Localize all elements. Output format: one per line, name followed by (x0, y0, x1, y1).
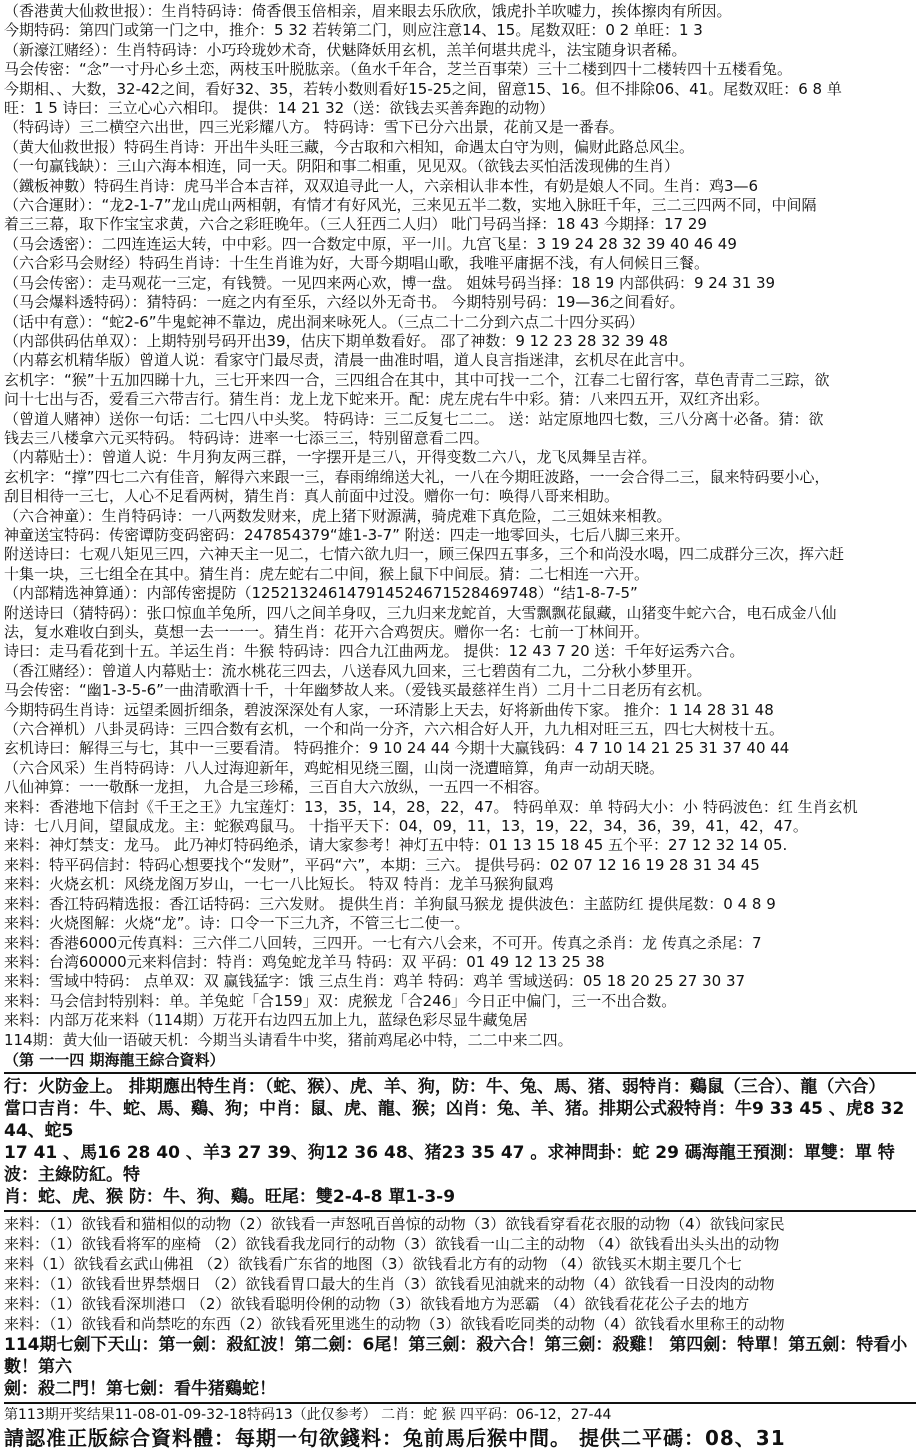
text-line: 来料：台湾60000元来料信封：特肖：鸡兔蛇龙羊马 特码：双 平码：01 49 12 13 25 38 (4, 952, 605, 971)
sword-line: 劍：殺二門！第七劍：看牛猪鷄蛇！ (4, 1378, 276, 1399)
text-line: 法，复水难收白到头，莫想一去一一一。猜生肖：花开六合鸡贺庆。赠你一名：七前一丁林间开。 (4, 623, 650, 641)
text-line: 来料：内部万花来料（114期）万花开右边四五加上九，蓝绿色彩尽显牛藏兔居 (4, 1011, 528, 1030)
text-line: （黄大仙救世报）特码生肖诗：开出牛头旺三藏，今古取和六相知，命遇太白守为则，偏财此路总风尘。 (4, 137, 695, 156)
text-line: （六合運財）：“龙2-1-7”龙山虎山两相朝，有情才有好风光，三来见五半二数，实地入脉旺千年，三二三四两不同，中间隔 (4, 196, 817, 215)
text-line: 今期相、、大数，32-42之间，看好32、35，若转小数则看好15-25之间，留意15、16。但不排除06、41。尾数双旺：6 8 单 (4, 79, 842, 98)
text-line: 诗曰：走马看花到十五。羊运生肖：牛猴 特码诗：四合九江曲两龙。 提供：12 43 7 20 送：千年好运秀六合。 (4, 642, 745, 661)
text-line: 玄机字：“撑”四七二六有佳音，解得六来跟一三，春雨绵绵送大礼，一八在今期旺波路，一一会合得二三，鼠来特码要小心， (4, 467, 830, 486)
text-line: （话中有意）：“蛇2-6”牛鬼蛇神不靠边，虎出洞来咏死人。（三点二十二分到六点二十四分买码） (4, 312, 645, 331)
divider-line (4, 1402, 916, 1404)
text-line: 来料：香江特码精选报：香江话特码：三六发财。 提供生肖：羊狗鼠马猴龙 提供波色：主蓝防红 提供尾数：0 4 8 9 (4, 894, 776, 913)
summary-line: 行：火防金上。 排期應出特生肖：（蛇、猴）、虎、羊、狗，防：牛、兔、馬、猪、弱特肖：鷄鼠（三合）、龍（六合） (4, 1076, 886, 1097)
text-line: 着三三幕，取下作宝宝求黄，六合之彩旺晚年。（三人狂西二人归） 吡门号码当择：18 43 今期择：17 29 (4, 215, 707, 234)
text-line: （香江赌经）：曾道人内幕贴士：流水桃花三四去，八送春风九回来，三七碧茵有二九，二分秋小梦里开。 (4, 661, 702, 680)
riddle-block (4, 1214, 916, 1334)
text-line: 来料：火烧图解：火烧“龙”。诗：口令一下三九齐，不管三七二使一。 (4, 914, 470, 933)
text-line: （内幕贴士）：曾道人说：牛月狗友两三群，一字摆开是三八，开得变数二六八，龙飞凤舞呈吉祥。 (4, 448, 657, 467)
riddle-line: 来料：（1）欲钱看和尚禁吃的东西（2）欲钱看死里逃生的动物（3）欲钱看吃同类的动物（4）欲钱看水里称王的动物 (4, 1314, 785, 1333)
text-line: 诗：七八月间，望鼠成龙。主：蛇猴鸡鼠马。 十指平天下：04，09，11，13，19，22，34，36，39，41，42，47。 (4, 817, 808, 836)
text-line: 来料：雪域中特码： 点单双：双 赢钱猛字：饿 三点生肖：鸡羊 特码：鸡羊 雪域送码：05 18 20 25 27 30 37 (4, 972, 746, 991)
text-line: 来料：特平码信封：特码心想要找个“发财”，平码“六”，本期：三六。 提供号码：02 07 12 16 19 28 31 34 45 (4, 855, 760, 874)
text-line: 今期特码：第四门或第一门之中，推介：5 32 若转第二门，则应注意14、15。尾数双旺：0 2 单旺：1 3 (4, 21, 703, 40)
dragon-king-summary (4, 1076, 916, 1208)
text-line: 钱去三八楼拿六元买特码。 特码诗：进率一七添三三，特别留意看二四。 (4, 428, 489, 447)
sword-line: 114期七劍下天山：第一劍：殺紅波！第二劍：6尾！第三劍：殺六合！第三劍：殺雞！ 第四劍：特單！第五劍：特看小數！第六 (4, 1334, 908, 1377)
text-line: （马会爆料透特码）：猜特码：一庭之内有至乐，六经以外无奇书。 今期特别号码：19—36之间看好。 (4, 293, 685, 312)
text-line: （内幕玄机精华版）曾道人说：看家守门最尽责，清晨一曲准时唱，道人良言指迷津，玄机尽在此言中。 (4, 351, 695, 370)
riddle-line: 来料：（1）欲钱看和猫相似的动物（2）欲钱看一声怒吼百兽惊的动物（3）欲钱看穿看花衣服的动物（4）欲钱问家民 (4, 1214, 785, 1233)
text-line: 马会传密：“幽1-3-5-6”一曲清歌酒十千，十年幽梦故人来。（爱钱买最慈祥生肖）二月十二日老历有玄机。 (4, 681, 712, 700)
summary-line: 17 41 、馬16 28 40 、羊3 27 39、狗12 36 48、猪23 35 47 。求神問卦：蛇 29 碼海龍王預測：單雙：單 特波：主綠防紅。特 (4, 1142, 895, 1185)
summary-line: 肖：蛇、虎、猴 防：牛、狗、鷄。旺尾：雙2-4-8 單1-3-9 (4, 1186, 456, 1207)
text-line: （鐵板神數）特码生肖诗：虎马半合本吉祥，双双追寻此一人，六亲相认非本性，有奶是娘人不同。生肖：鸡3—6 (4, 176, 759, 195)
divider-line (4, 1210, 916, 1212)
text-line: （马会透密）：二四连连运大转，中中彩。四一合数定中原，平一川。九宫飞星：3 19 24 28 32 39 40 46 49 (4, 234, 737, 253)
text-line: 来料：香港地下信封《千王之王》九宝莲灯：13，35，14，28，22，47。 特码单双：单 特码大小：小 特码波色：红 生肖玄机 (4, 797, 858, 816)
text-line: 附送诗曰（猜特码）：张口惊血羊兔所，四八之间羊身叹，三九归来龙蛇首，大雪飘飘花鼠藏，山猪变牛蛇六合，电石成金八仙 (4, 603, 837, 622)
text-line: 八仙神算：一一敬酥一龙担， 九合是三珍稀，三百自大六放纵，一五四一不相容。 (4, 778, 549, 797)
text-line: 来料：火烧玄机：风绕龙阁万岁山，一七一八比短长。 特双 特肖：龙羊马猴狗鼠鸡 (4, 875, 554, 894)
main-text-block (4, 2, 916, 1050)
text-line: （新濠江赌经）：生肖特码诗：小巧玲珑妙术奇，伏魅降妖用玄机，羔羊何堪共虎斗，法宝随身识者稀。 (4, 40, 687, 59)
text-line: （一句赢钱缺）：三山六海本相连，同一天。阴阳和事二相重，见见双。（欲钱去买怕活泼现佛的生肖） (4, 157, 680, 176)
text-line: 旺：1 5 诗曰：三立心心六相印。 提供：14 21 32（送：欲钱去买善奔跑的动物） (4, 99, 555, 118)
text-line: （六合风采）生肖特码诗：八人过海迎新年，鸡蛇相见绕三圈，山岗一浇遭暗算，角声一动胡天晓。 (4, 758, 665, 777)
riddle-line: 来料：（1）欲钱看深圳港口 （2）欲钱看聪明伶俐的动物（3）欲钱看地方为恶霸 （4）欲钱看花花公子去的地方 (4, 1294, 750, 1313)
text-line: 刮目相待一三七，人心不足看两树，猜生肖：真人前面中过没。赠你一句：唤得八哥来相助。 (4, 487, 620, 506)
text-line: 来料：神灯禁支：龙马。 此乃神灯特码绝杀，请大家参考！神灯五中特：01 13 15 18 45 五个平：27 12 32 14 05. (4, 836, 788, 855)
text-line: 马会传密：“念”一寸丹心乡土恋，两枝玉叶脱肱亲。（鱼水千年合，芝兰百事荣）三十二楼到四十二楼转四十五楼看兔。 (4, 60, 793, 79)
seven-swords-block (4, 1334, 916, 1400)
summary-line: 當口吉肖：牛、蛇、馬、鷄、狗；中肖：鼠、虎、龍、猴；凶肖：兔、羊、猪。排期公式殺特肖：牛9 33 45 、虎8 32 44、蛇5 (4, 1098, 905, 1141)
text-line: 今期特码生肖诗：远望柔圆折细条，碧波深深处有人家，一环清影上天去，好将新曲传下家。 推介：1 14 28 31 48 (4, 700, 774, 719)
divider-line (4, 1072, 916, 1074)
text-line: （内部供码估单双）：上期特别号码开出39，估庆下期单数看好。 邵了神数：9 12 23 28 32 39 48 (4, 331, 669, 350)
previous-result-line: 第113期开奖结果11-08-01-09-32-18特码13（此仅参考） 二肖：蛇 猴 四平码：06-12，27-44 (4, 1406, 612, 1423)
text-line: 附送诗曰：七观八矩见三四，六神天主一见二，七情六欲九归一，顾三保四五事多，三个和尚没水喝，四二成群分三次，挥六赶 (4, 545, 845, 564)
section-header: （第 一一四 期海龍王綜合資料） (4, 1050, 225, 1069)
riddle-line: 来料：（1）欲钱看将军的座椅 （2）欲钱看我龙同行的动物（3）欲钱看一山二主的动物 （4）欲钱看出头头出的动物 (4, 1234, 780, 1253)
text-line: （六合禅机）八卦灵码诗：三四合数有玄机，一个和尚一分齐，六六相合好人开，九九相对旺三五，四七大树枝十五。 (4, 720, 785, 739)
text-line: （马会传密）：走马观花一三定，有钱赞。一见四来两心欢，博一盘。 姐妹号码当择：18 19 内部供码：9 24 31 39 (4, 273, 776, 292)
riddle-line: 来料（1）欲钱看玄武山佛祖 （2）欲钱看广东省的地图（3）欲钱看北方有的动物 （4）欲钱买木期主要几个七 (4, 1254, 742, 1273)
text-line: 来料：马会信封特别料：单。羊兔蛇「合159」双：虎猴龙「合246」今日正中偏门，三一不出合数。 (4, 991, 677, 1010)
text-line: （特码诗）三二横空六出世，四三光彩耀八方。 特码诗：雪下已分六出景，花前又是一番春。 (4, 118, 624, 137)
text-line: （香港黄大仙救世报）：生肖特码诗：倚香偎玉倍相亲，眉来眼去乐欣欣，饿虎扑羊吹嘘力，挨体擦肉有所因。 (4, 2, 732, 20)
text-line: 玄机诗曰：解得三与七，其中一三要看清。 特码推介：9 10 24 44 今期十大赢钱码：4 7 10 14 21 25 31 37 40 44 (4, 739, 790, 758)
text-line: （六合彩马会财经）特码生肖诗：十生生肖谁为好，大哥今期唱山歌，我唯平庸据不浅，有人伺候日三餐。 (4, 254, 710, 273)
riddle-line: 来料：（1）欲钱看世界禁烟日 （2）欲钱看胃口最大的生肖（3）欲钱看见油就来的动物（4）欲钱看一日没肉的动物 (4, 1274, 775, 1293)
text-line: 问十七出与否，爱看三六带吉行。猜生肖：龙上龙下蛇来开。配：虎左虎右牛中彩。猜：八来四五开，双红齐出彩。 (4, 390, 770, 409)
text-line: 114期：黄大仙一语破天机：今期当头请看牛中奖，猪前鸡尾必中特，二二中来二四。 (4, 1030, 573, 1049)
text-line: 神童送宝特码：传密谭防变码密码：247854379“雄1-3-7” 附送：四走一地零回头，七后八脚三来开。 (4, 525, 690, 544)
text-line: 玄机字：“猴”十五加四睇十九，三七开来四一合，三四组合在其中，其中可找一二个，江春二七留行客，草色青青二三踪，欲 (4, 370, 830, 389)
bottom-banner: 請認准正版綜合資料體：每期一句欲錢料：兔前馬后猴中間。 提供二平碼：08、31 (4, 1425, 786, 1450)
document-page (4, 2, 916, 1451)
text-line: （六合神童）：生肖特码诗：一八两数发财来，虎上猪下财源满，骑虎难下真危险，二三姐妹来相教。 (4, 506, 672, 525)
text-line: （内部精选神算通）：内部传密提防（125213246147914524671528469748）“结1-8-7-5” (4, 584, 638, 603)
text-line: （曾道人赌神）送你一句话：二七四八中头奖。 特码诗：三二反复七二二。 送：站定原地四七数，三八分离十必备。猜：欲 (4, 409, 824, 428)
text-line: 十集一块，三七组全在其中。猜生肖：虎左蛇右二中间，猴上鼠下中间辰。猜：二七相连一六开。 (4, 564, 650, 583)
text-line: 来料：香港6000元传真料：三六伴二八回转，三四开。一七有六八会来，不可开。传真之杀肖：龙 传真之杀尾：7 (4, 933, 762, 952)
